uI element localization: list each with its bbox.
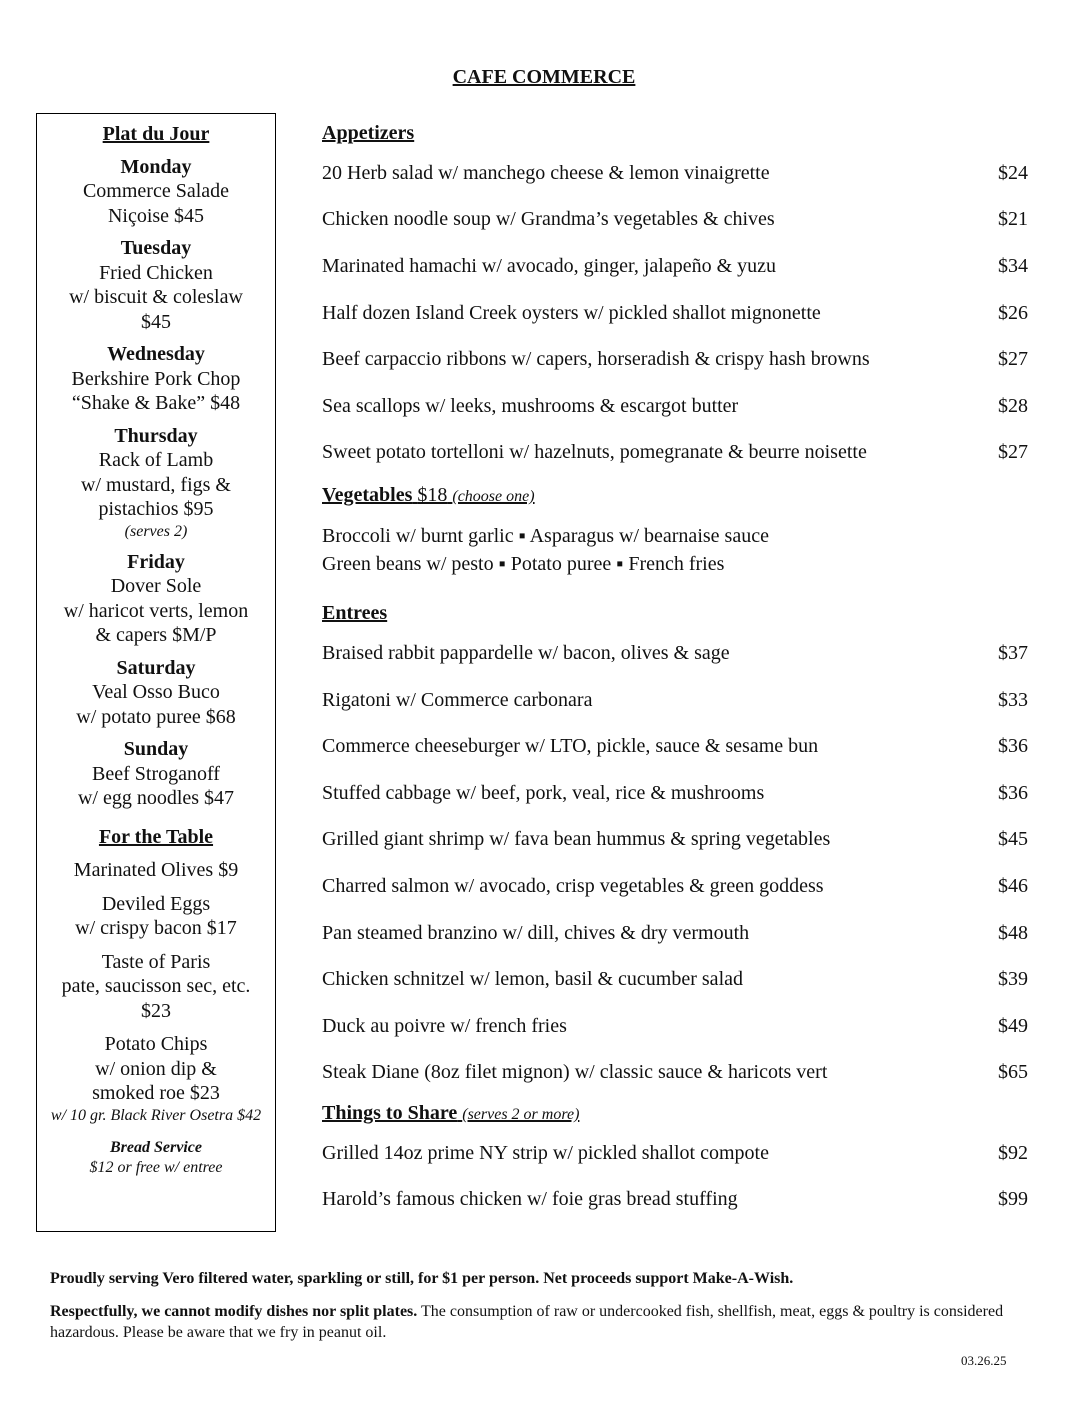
bread-service-title: Bread Service: [110, 1138, 202, 1156]
day-dish-line: “Shake & Bake” $48: [71, 392, 241, 414]
item-name: Marinated hamachi w/ avocado, ginger, jalapeño & yuzu: [322, 254, 777, 277]
item-price: $28: [998, 394, 1028, 417]
item-name: Duck au poivre w/ french fries: [322, 1014, 567, 1037]
share-item: [322, 1130, 1028, 1177]
bread-service: [37, 1138, 275, 1178]
table-item: [37, 858, 275, 883]
things-to-share-list: [322, 1130, 1028, 1223]
day-block: [37, 155, 275, 229]
table-item-line: Potato Chips: [104, 1033, 208, 1055]
item-name: Commerce cheeseburger w/ LTO, pickle, sauce & sesame bun: [322, 735, 819, 758]
day-dish-line: pistachios $95: [98, 498, 214, 520]
footer-policy-text: The consumption of raw or undercooked fish, shellfish, meat, eggs & poultry is considered hazardous. Please be aware that we fry in peanut oil.: [50, 1303, 1004, 1341]
day-block: [37, 424, 275, 542]
item-name: Charred salmon w/ avocado, crisp vegetables & green goddess: [322, 874, 824, 897]
vegetables-price: $18: [417, 484, 448, 507]
day-dish-line: w/ haricot verts, lemon: [63, 599, 249, 622]
table-item: [37, 1032, 275, 1126]
appetizers-heading: Appetizers: [322, 122, 415, 144]
footer-policy-bold: Respectfully, we cannot modify dishes nor split plates.: [50, 1303, 418, 1320]
item-price: $26: [998, 301, 1028, 324]
things-to-share-heading: [322, 1096, 1028, 1130]
item-name: Grilled giant shrimp w/ fava bean hummus & spring vegetables: [322, 828, 831, 851]
appetizer-item: [322, 290, 1028, 337]
item-price: $21: [998, 208, 1028, 231]
footer-water-note: Proudly serving Vero filtered water, sparkling or still, for $1 per person. Net proceeds support Make-A-Wish.: [50, 1270, 794, 1287]
vegetables-list: [322, 522, 1028, 578]
entree-item: [322, 723, 1028, 770]
table-item: [37, 950, 275, 1024]
item-price: $27: [998, 348, 1028, 371]
item-name: Sea scallops w/ leeks, mushrooms & escargot butter: [322, 394, 739, 417]
table-item-note: w/ 10 gr. Black River Osetra $42: [50, 1106, 262, 1124]
appetizer-item: [322, 197, 1028, 244]
day-block: [37, 342, 275, 416]
table-item-line: smoked roe $23: [92, 1082, 220, 1104]
table-item-line: w/ onion dip &: [95, 1057, 217, 1080]
entree-item: [322, 1003, 1028, 1050]
things-to-share-note: (serves 2 or more): [462, 1106, 580, 1124]
item-price: $24: [998, 161, 1028, 184]
appetizer-item: [322, 430, 1028, 477]
item-price: $39: [998, 968, 1028, 991]
item-name: Chicken schnitzel w/ lemon, basil & cucumber salad: [322, 968, 743, 991]
table-item-line: Marinated Olives $9: [73, 859, 239, 881]
table-item-line: Deviled Eggs: [101, 892, 211, 915]
item-name: Stuffed cabbage w/ beef, pork, veal, rice & mushrooms: [322, 781, 765, 804]
footer: [50, 1268, 1040, 1343]
main-menu: [322, 116, 1028, 1223]
day-dish-line: Niçoise $45: [107, 204, 205, 227]
day-dish-line: Fried Chicken: [99, 261, 213, 284]
item-price: $99: [998, 1188, 1028, 1211]
day-note: (serves 2): [124, 522, 188, 540]
day-name: Friday: [127, 550, 185, 573]
entree-item: [322, 863, 1028, 910]
item-name: Beef carpaccio ribbons w/ capers, horseradish & crispy hash browns: [322, 348, 870, 371]
entree-item: [322, 910, 1028, 957]
appetizers-list: [322, 150, 1028, 476]
day-name: Sunday: [123, 738, 189, 760]
things-to-share-title: Things to Share: [322, 1102, 458, 1125]
entree-item: [322, 770, 1028, 817]
item-price: $37: [998, 641, 1028, 664]
item-name: Braised rabbit pappardelle w/ bacon, olives & sage: [322, 641, 730, 664]
item-price: $45: [998, 828, 1028, 851]
day-name: Monday: [120, 155, 192, 178]
footer-policy: [50, 1301, 1040, 1343]
item-price: $92: [998, 1141, 1028, 1164]
day-block: [37, 737, 275, 811]
appetizer-item: [322, 383, 1028, 430]
item-price: $46: [998, 874, 1028, 897]
day-name: Wednesday: [107, 343, 205, 365]
item-name: Pan steamed branzino w/ dill, chives & dry vermouth: [322, 921, 750, 944]
day-block: [37, 550, 275, 648]
appetizer-item: [322, 243, 1028, 290]
day-name: Thursday: [114, 424, 198, 447]
item-price: $49: [998, 1014, 1028, 1037]
vegetables-line: Broccoli w/ burnt garlic ▪ Asparagus w/ bearnaise sauce: [322, 525, 769, 548]
plat-du-jour-days: [37, 155, 275, 811]
item-price: $27: [998, 441, 1028, 464]
item-price: $48: [998, 921, 1028, 944]
day-dish-line: Veal Osso Buco: [92, 681, 220, 703]
vegetables-heading: [322, 478, 1028, 512]
vegetables-note: (choose one): [452, 488, 535, 506]
day-dish-line: Rack of Lamb: [98, 449, 214, 471]
day-dish-line: Beef Stroganoff: [92, 762, 220, 785]
bread-service-text: $12 or free w/ entree: [89, 1158, 223, 1176]
entrees-heading: Entrees: [322, 602, 388, 625]
item-price: $33: [998, 688, 1028, 711]
entree-item: [322, 677, 1028, 724]
day-dish-line: w/ biscuit & coleslaw: [69, 286, 243, 308]
menu-date: 03.26.25: [961, 1353, 1007, 1368]
day-dish-line: w/ mustard, figs &: [81, 473, 231, 496]
appetizer-item: [322, 150, 1028, 197]
item-price: $34: [998, 254, 1028, 277]
table-item-line: w/ crispy bacon $17: [75, 917, 237, 939]
menu-title: CAFE COMMERCE: [452, 66, 636, 88]
entree-item: [322, 956, 1028, 1003]
for-the-table-heading: For the Table: [98, 825, 214, 848]
item-name: Rigatoni w/ Commerce carbonara: [322, 688, 593, 711]
item-name: Half dozen Island Creek oysters w/ pickled shallot mignonette: [322, 301, 821, 324]
item-name: Chicken noodle soup w/ Grandma’s vegetables & chives: [322, 208, 775, 231]
day-block: [37, 236, 275, 334]
item-name: Harold’s famous chicken w/ foie gras bread stuffing: [322, 1188, 738, 1211]
day-name: Saturday: [116, 656, 196, 679]
day-dish-line: Dover Sole: [110, 575, 202, 597]
item-price: $65: [998, 1061, 1028, 1084]
day-dish-line: & capers $M/P: [95, 624, 217, 646]
vegetables-title: Vegetables: [322, 484, 413, 507]
day-dish-line: $45: [141, 310, 171, 333]
day-dish-line: Berkshire Pork Chop: [71, 367, 241, 390]
plat-du-jour-box: [36, 113, 276, 1232]
entree-item: [322, 1050, 1028, 1097]
vegetables-line: Green beans w/ pesto ▪ Potato puree ▪ French fries: [322, 553, 725, 576]
table-item-line: $23: [141, 999, 171, 1022]
day-name: Tuesday: [120, 237, 192, 259]
day-dish-line: Commerce Salade: [82, 180, 230, 202]
item-name: Steak Diane (8oz filet mignon) w/ classic sauce & haricots vert: [322, 1061, 828, 1084]
day-dish-line: w/ potato puree $68: [76, 705, 236, 728]
item-name: Sweet potato tortelloni w/ hazelnuts, pomegranate & beurre noisette: [322, 441, 867, 464]
table-item: [37, 892, 275, 941]
item-name: Grilled 14oz prime NY strip w/ pickled shallot compote: [322, 1141, 769, 1164]
table-item-line: pate, saucisson sec, etc.: [61, 975, 251, 997]
item-name: 20 Herb salad w/ manchego cheese & lemon vinaigrette: [322, 161, 770, 184]
item-price: $36: [998, 781, 1028, 804]
day-block: [37, 656, 275, 730]
item-price: $36: [998, 735, 1028, 758]
entrees-list: [322, 630, 1028, 1096]
share-item: [322, 1177, 1028, 1224]
entree-item: [322, 817, 1028, 864]
day-dish-line: w/ egg noodles $47: [77, 787, 235, 809]
entree-item: [322, 630, 1028, 677]
for-the-table-items: [37, 858, 275, 1126]
plat-du-jour-heading: Plat du Jour: [102, 123, 210, 145]
appetizer-item: [322, 336, 1028, 383]
table-item-line: Taste of Paris: [101, 950, 211, 973]
